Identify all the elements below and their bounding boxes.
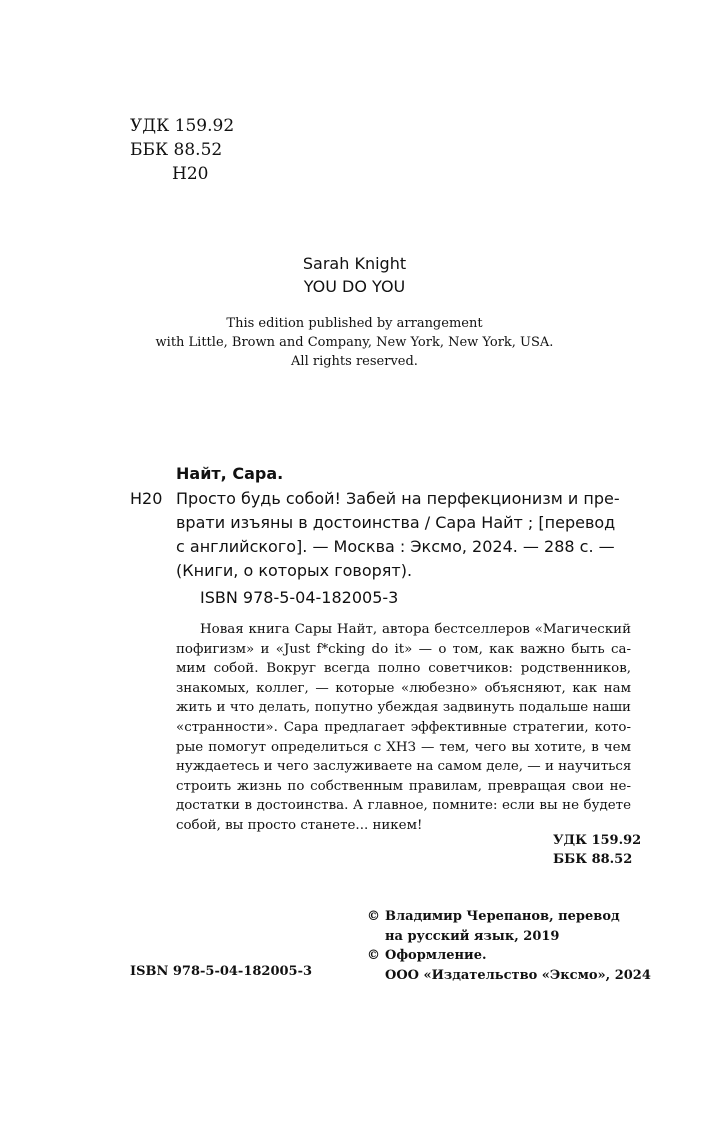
catalog-isbn: ISBN 978-5-04-182005-3 bbox=[200, 588, 399, 607]
catalog-code: Н20 bbox=[130, 489, 163, 508]
publisher-credit: ООО «Издательство «Эксмо», 2024 bbox=[385, 967, 651, 983]
catalog-description bbox=[176, 487, 631, 583]
annotation-line: мим собой. Вокруг всегда полно советчиков: родственников, bbox=[176, 661, 631, 677]
copyright-symbol: © bbox=[367, 909, 380, 924]
rights-notice-line: All rights reserved. bbox=[291, 354, 418, 369]
annotation-line: жить и что делать, попутно убеждая задвинуть подальше наши bbox=[176, 700, 631, 716]
rights-notice-line: This edition published by arrangement bbox=[226, 316, 483, 331]
annotation-line: строить жизнь по собственным правилам, превращая свои не- bbox=[176, 778, 631, 794]
footer-classification bbox=[553, 831, 641, 869]
annotation-line: пофигизм» и «Just f*cking do it» — о том, как важно быть са- bbox=[176, 641, 631, 657]
original-author: Sarah Knight bbox=[302, 254, 407, 273]
rights-notice-line: with Little, Brown and Company, New York, New York, USA. bbox=[155, 335, 554, 350]
bbk-code: ББК 88.52 bbox=[130, 140, 223, 160]
annotation-line: знакомых, коллег, — которые «любезно» объясняют, как нам bbox=[176, 680, 631, 696]
annotation-line: «странности». Сара предлагает эффективные стратегии, кото- bbox=[176, 719, 631, 735]
rights-notice bbox=[0, 314, 709, 371]
udk-code: УДК 159.92 bbox=[130, 116, 235, 136]
annotation-line: нуждаетесь и чего заслуживаете на самом деле, — и научиться bbox=[176, 759, 632, 775]
design-credit: Оформление. bbox=[385, 948, 487, 963]
catalog-line: с английского]. — Москва : Эксмо, 2024. — 288 с. — bbox=[176, 537, 615, 556]
annotation-line: достатки в достоинства. А главное, помните: если вы не будете bbox=[176, 798, 631, 814]
footer-udk: УДК 159.92 bbox=[553, 833, 642, 848]
catalog-line: врати изъяны в достоинства / Сара Найт ; [перевод bbox=[176, 513, 616, 532]
catalog-author: Найт, Сара. bbox=[176, 464, 284, 483]
author-code: Н20 bbox=[172, 164, 209, 184]
isbn-bottom: ISBN 978-5-04-182005-3 bbox=[130, 964, 313, 979]
copyright-symbol: © bbox=[367, 948, 380, 963]
footer-bbk: ББК 88.52 bbox=[553, 852, 633, 867]
translation-credit: Владимир Черепанов, перевод bbox=[385, 909, 620, 924]
annotation-line: собой, вы просто станете... никем! bbox=[176, 817, 423, 833]
original-title: YOU DO YOU bbox=[303, 277, 406, 296]
translation-credit-year: на русский язык, 2019 bbox=[385, 928, 560, 944]
annotation bbox=[176, 620, 631, 836]
annotation-line: Новая книга Сары Найт, автора бестселлеров «Магический bbox=[200, 622, 631, 637]
annotation-line: рые помогут определиться с ХНЗ — тем, чего вы хотите, в чем bbox=[176, 739, 631, 755]
copyright-block bbox=[367, 907, 651, 985]
catalog-line: Просто будь собой! Забей на перфекционизм и пре- bbox=[176, 489, 620, 508]
classification-header bbox=[130, 114, 234, 186]
catalog-line: (Книги, о которых говорят). bbox=[176, 561, 413, 580]
